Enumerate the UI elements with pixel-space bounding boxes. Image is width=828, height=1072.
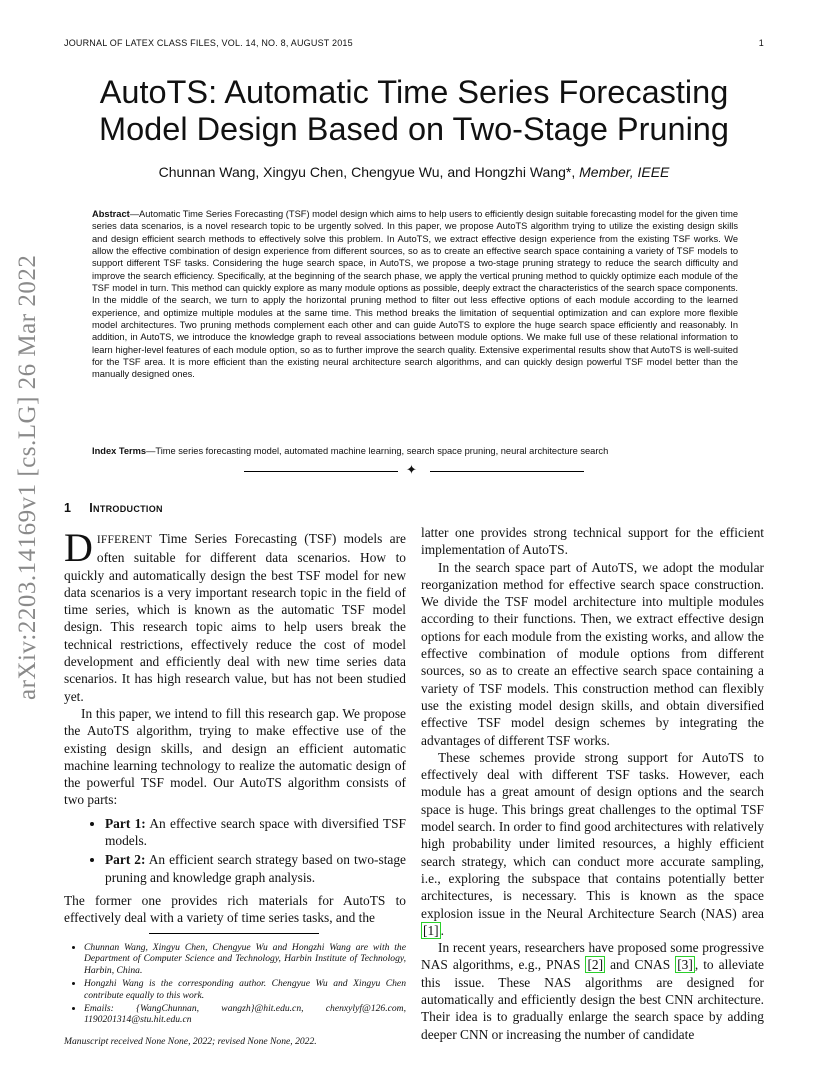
list-item [105, 815, 406, 850]
citation-link[interactable]: [2] [587, 957, 604, 973]
journal-name: JOURNAL OF LATEX CLASS FILES, VOL. 14, NO. 8, AUGUST 2015 [64, 38, 353, 48]
list-item-label: Part 2: [105, 852, 146, 868]
right-paragraph-3 [421, 749, 764, 939]
section-title: Introduction [89, 501, 163, 515]
running-header [64, 38, 764, 50]
intro-paragraph-1-text: Time Series Forecasting (TSF) models are often suitable for different data scenarios. How to quickly and automatically design the best TSF model for new data scenarios is a very important research topic in the field of time series, which is known as the automatic TSF model design. This research topic aims to help users break the technical restrictions, effectively reduce the cost of model development and efficiently deal with new time series data scenarios. It has high research value, but has not been studied yet. [64, 531, 406, 704]
citation-link[interactable]: [1] [423, 922, 439, 938]
section-divider [0, 464, 828, 478]
intro-paragraph-3: The former one provides rich materials for AutoTS to effectively deal with a variety of time series tasks, and the [64, 892, 406, 926]
paragraph-text: In recent years, researchers have proposed some progressive NAS algorithms, e.g., PNAS [421, 940, 764, 973]
manuscript-note: Manuscript received None None, 2022; revised None None, 2022. [64, 1036, 317, 1048]
footnote-affiliation: • Chunnan Wang, Xingyu Chen, Chengyue Wu and Hongzhi Wang are with the Department of Computer Science and Technology, Harbin Institute of Technology, Harbin, China. [84, 942, 406, 977]
paragraph-text: . [440, 922, 444, 938]
right-column [421, 524, 764, 1043]
paper-title: AutoTS: Automatic Time Series Forecasting Model Design Based on Two-Stage Pruning [99, 74, 729, 147]
paragraph-text: and CNAS [605, 957, 676, 973]
intro-paragraph-1 [64, 525, 406, 705]
footnote-corresponding: • Hongzhi Wang is the corresponding author. Chengyue Wu and Xingyu Chen contribute equally to this work. [84, 978, 406, 1002]
arxiv-stamp: arXiv:2203.14169v1 [cs.LG] 26 Mar 2022 [14, 254, 41, 700]
parts-list [64, 815, 406, 886]
left-column [64, 500, 406, 1048]
index-terms-label: Index Terms [92, 446, 147, 456]
right-paragraph-1: latter one provides strong technical support for the efficient implementation of AutoTS. [421, 525, 764, 558]
list-item [105, 851, 406, 886]
page-number: 1 [758, 38, 764, 48]
divider-diamond-icon: ✦ [406, 463, 417, 478]
list-item-text: An effective search space with diversified TSF models. [105, 815, 406, 849]
footnotes [64, 942, 406, 1048]
footnote-separator [149, 933, 319, 934]
right-paragraph-4 [421, 939, 764, 1043]
citation-link[interactable]: [3] [677, 957, 693, 973]
abstract-label: Abstract [92, 209, 130, 219]
divider-line-right [430, 471, 584, 472]
drop-cap: D [64, 525, 93, 570]
author-membership: Member, IEEE [579, 164, 670, 180]
index-terms-text: —Time series forecasting model, automated machine learning, search space pruning, neural architecture search [146, 446, 609, 456]
index-terms [92, 446, 738, 456]
right-paragraph-2: In the search space part of AutoTS, we adopt the modular reorganization method for effective search space construction. We divide the TSF model architecture into multiple modules according to their functions. Then, we extract effective design options for each module from the existing works, and allow the effective combination of module options from different sources, so as to create an effective search space containing a variety of TSF models. This construction method can flexibly use the existing model design skills, and obtain diversified effective TSF model design schemes by integrating the advantages of different TSF works. [421, 559, 764, 748]
abstract-text: —Automatic Time Series Forecasting (TSF) model design which aims to help users to efficiently design suitable forecasting model for the given time series data scenarios, is a novel research topic to be urgently solved. In this paper, we propose AutoTS algorithm trying to utilize the existing design skills and design efficient search methods to effectively solve this problem. In AutoTS, we extract effective design experience from the existing TSF works. We allow the effective combination of design experience from different sources, so as to create an effective search space containing a variety of TSF models to support different TSF tasks. Considering the huge search space, in AutoTS, we propose a two-stage pruning strategy to reduce the search difficulty and improve the search efficiency. Specifically, at the beginning of the search phase, we apply the vertical pruning method to quickly optimize each module of the TSF model in turn. This method can quickly explore as many module options as possible, deeply extract the characteristics of the search space components. In the middle of the search, we turn to apply the horizontal pruning method to filter out less effective options of each module according to the learned experience, and optimize multiple modules at the same time. This method breaks the limitation of sequential optimization and can explore more flexible model architectures. Two pruning methods complement each other and can guide AutoTS to explore the huge search space efficiently and reasonably. In addition, in AutoTS, we introduce the knowledge graph to reveal associations between module options. We make full use of these relational information to learn higher-level features of each module option, so as to further improve the search quality. Extensive experimental results show that AutoTS is well-suited for the TSF area. It is more efficient than the existing neural architecture search algorithms, and can quickly design powerful TSF model better than the manually designed ones. [92, 209, 738, 380]
list-item-label: Part 1: [105, 815, 146, 831]
footnote-emails: • Emails: {WangChunnan, wangzh}@hit.edu.cn, chenxylyf@126.com, 1190201314@stu.hit.edu.cn [84, 1003, 406, 1027]
divider-line-left [244, 471, 398, 472]
intro-lead-smallcaps: IFFERENT [96, 534, 153, 546]
paragraph-text: , to alleviate this issue. These NAS algorithms are designed for automatically and efficiently design the best CNN architecture. Their idea is to gradually enlarge the search space by adding deeper CNN or increasing the number of candidate [421, 957, 764, 1042]
list-item-text: An efficient search strategy based on two-stage pruning and knowledge graph analysis. [105, 852, 407, 885]
author-names: Chunnan Wang, Xingyu Chen, Chengyue Wu, and Hongzhi Wang*, [158, 164, 580, 180]
section-number: 1 [64, 501, 72, 515]
abstract [92, 208, 738, 381]
author-list [64, 164, 764, 180]
paragraph-text: These schemes provide strong support for AutoTS to effectively deal with different TSF tasks. However, each module has a great amount of design options and the search space is huge. This brings great challenges to the optimal TSF model search. In order to find good architectures with relatively high probability under limited resources, a highly efficient search strategy, which can conduct more accurate sampling, i.e., exploring the subspace that contains potentially better architectures, is necessary. This is known as the space explosion issue in the Neural Architecture Search (NAS) area [421, 749, 764, 921]
section-heading [64, 500, 406, 516]
intro-paragraph-2: In this paper, we intend to fill this research gap. We propose the AutoTS algorithm, trying to make effective use of the existing design skills, and design an efficient automatic machine learning technology to realize the automatic design of the powerful TSF model. Our AutoTS algorithm consists of two parts: [64, 705, 406, 808]
